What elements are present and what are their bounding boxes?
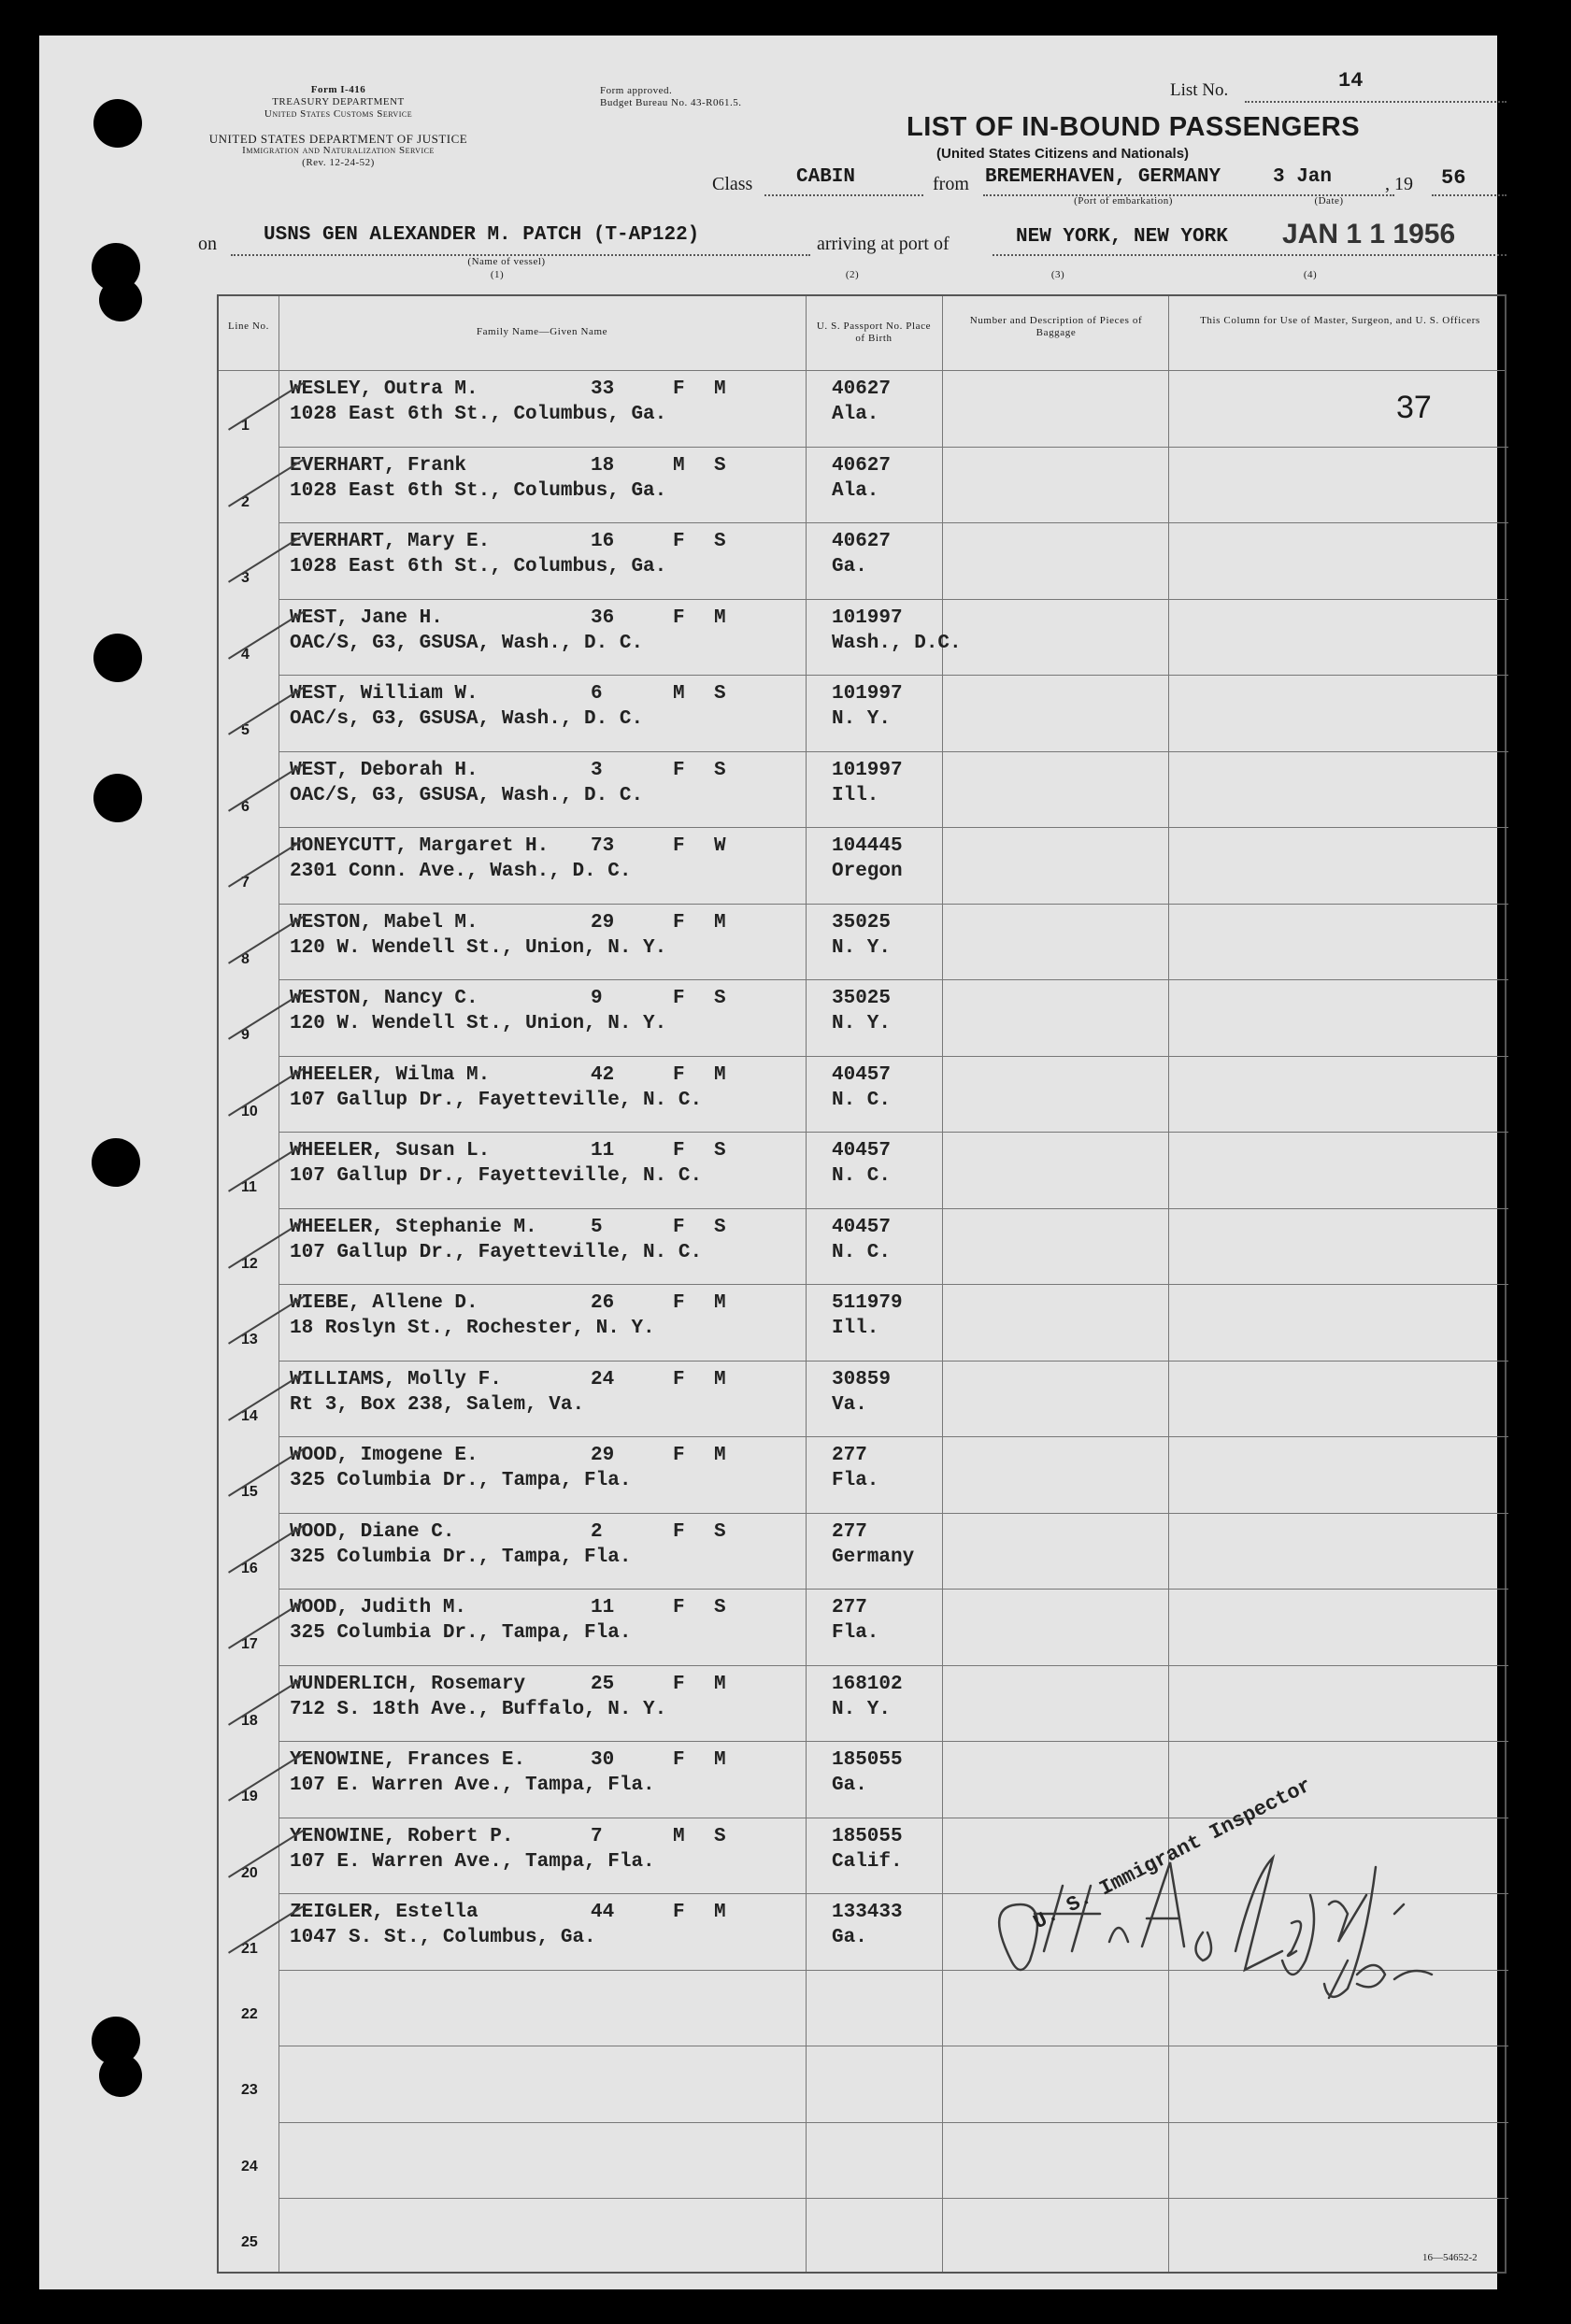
passenger-sex: F xyxy=(673,531,685,552)
column-ref-4: (4) xyxy=(1303,269,1318,280)
from-label: from xyxy=(933,174,969,194)
passport-number: 101997 xyxy=(832,606,903,629)
arrival-port: NEW YORK, NEW YORK xyxy=(1016,226,1228,248)
passenger-address: 1028 East 6th St., Columbus, Ga. xyxy=(290,404,667,425)
port-caption: (Port of embarkation) xyxy=(1074,195,1173,207)
place-of-birth: Ga. xyxy=(832,1775,867,1796)
passport-number: 40457 xyxy=(832,1140,892,1162)
passenger-address: 107 Gallup Dr., Fayetteville, N. C. xyxy=(290,1165,703,1187)
passenger-sex: F xyxy=(673,988,685,1009)
passenger-name: WHEELER, Wilma M. xyxy=(290,1063,491,1086)
officer-count: 37 xyxy=(1396,390,1432,425)
document-page xyxy=(39,36,1497,2289)
customs-service: United States Customs Service xyxy=(264,108,413,120)
passenger-age: 11 xyxy=(591,1140,615,1162)
table-row xyxy=(219,523,1508,599)
table-row xyxy=(219,600,1508,676)
place-of-birth: N. Y. xyxy=(832,936,892,959)
line-number: 6 xyxy=(241,798,250,815)
passenger-address: 107 E. Warren Ave., Tampa, Fla. xyxy=(290,1775,655,1796)
passenger-age: 29 xyxy=(591,911,615,934)
passport-number: 40627 xyxy=(832,531,892,552)
table-row xyxy=(219,676,1508,751)
passenger-sex: M xyxy=(673,454,685,477)
place-of-birth: N. Y. xyxy=(832,1698,892,1720)
passport-number: 168102 xyxy=(832,1673,903,1695)
passenger-age: 25 xyxy=(591,1673,615,1695)
passport-number: 277 xyxy=(832,1445,867,1466)
footer-code: 16—54652-2 xyxy=(1422,2252,1478,2263)
passenger-name: WEST, Jane H. xyxy=(290,606,443,629)
passport-number: 104445 xyxy=(832,835,903,857)
passenger-sex: F xyxy=(673,911,685,934)
marital-status: M xyxy=(714,911,726,934)
passport-number: 277 xyxy=(832,1597,867,1618)
passenger-address: OAC/S, G3, GSUSA, Wash., D. C. xyxy=(290,784,644,806)
place-of-birth: Fla. xyxy=(832,1470,879,1491)
class-value: CABIN xyxy=(796,166,856,188)
marital-status: M xyxy=(714,1292,726,1314)
binder-hole xyxy=(99,2054,142,2097)
marital-status: M xyxy=(714,1673,726,1695)
place-of-birth: N. C. xyxy=(832,1241,892,1263)
passenger-sex: F xyxy=(673,1216,685,1238)
passport-number: 40457 xyxy=(832,1063,892,1086)
line-number: 5 xyxy=(241,722,250,738)
passport-number: 30859 xyxy=(832,1368,892,1390)
table-row xyxy=(219,1437,1508,1513)
place-of-birth: N. C. xyxy=(832,1089,892,1111)
line-number: 9 xyxy=(241,1027,250,1043)
passenger-sex: F xyxy=(673,1520,685,1543)
list-number: 14 xyxy=(1338,69,1364,93)
line-number: 18 xyxy=(241,1712,258,1729)
marital-status: S xyxy=(714,1520,726,1543)
passenger-age: 6 xyxy=(591,683,603,705)
passenger-name: WESTON, Mabel M. xyxy=(290,911,478,934)
passport-number: 40627 xyxy=(832,378,892,400)
passenger-age: 42 xyxy=(591,1063,615,1086)
header-line-no: Line No. xyxy=(228,321,269,332)
marital-status: W xyxy=(714,835,726,857)
revision: (Rev. 12-24-52) xyxy=(302,157,375,168)
table-row xyxy=(219,1666,1508,1742)
passport-number: 40627 xyxy=(832,454,892,477)
vessel-caption: (Name of vessel) xyxy=(467,256,546,267)
passenger-age: 2 xyxy=(591,1520,603,1543)
passenger-sex: F xyxy=(673,378,685,400)
line-number: 23 xyxy=(241,2082,258,2098)
ins-service: Immigration and Naturalization Service xyxy=(242,145,435,156)
passenger-sex: F xyxy=(673,1063,685,1086)
line-number: 11 xyxy=(241,1179,257,1195)
inspector-stamp: U. S. Immigrant Inspector xyxy=(1030,1774,1316,1935)
embarkation-year: 56 xyxy=(1441,166,1466,190)
year-prefix: , 19 xyxy=(1385,174,1413,194)
marital-status: S xyxy=(714,1597,726,1618)
passenger-address: 18 Roslyn St., Rochester, N. Y. xyxy=(290,1318,655,1339)
line-number: 21 xyxy=(241,1941,258,1957)
line-number: 12 xyxy=(241,1255,258,1272)
marital-status: S xyxy=(714,683,726,705)
passenger-age: 73 xyxy=(591,835,615,857)
binder-hole xyxy=(93,99,142,148)
passport-number: 185055 xyxy=(832,1825,903,1847)
marital-status: M xyxy=(714,1749,726,1771)
vessel-name: USNS GEN ALEXANDER M. PATCH (T-AP122) xyxy=(264,224,700,246)
line-number: 2 xyxy=(241,493,250,510)
place-of-birth: Germany xyxy=(832,1546,915,1568)
passenger-age: 26 xyxy=(591,1292,615,1314)
place-of-birth: Oregon xyxy=(832,861,903,882)
place-of-birth: Ga. xyxy=(832,1927,867,1948)
table-row xyxy=(219,1362,1508,1437)
marital-status: M xyxy=(714,378,726,400)
passenger-sex: F xyxy=(673,1292,685,1314)
passenger-address: 120 W. Wendell St., Union, N. Y. xyxy=(290,1013,667,1034)
marital-status: M xyxy=(714,1368,726,1390)
table-row xyxy=(219,1590,1508,1665)
passenger-name: WOOD, Diane C. xyxy=(290,1520,455,1543)
marital-status: S xyxy=(714,531,726,552)
place-of-birth: Va. xyxy=(832,1393,867,1416)
passenger-address: 107 Gallup Dr., Fayetteville, N. C. xyxy=(290,1089,703,1111)
column-ref-3: (3) xyxy=(1050,269,1065,280)
passenger-sex: F xyxy=(673,835,685,857)
line-number: 22 xyxy=(241,2005,258,2022)
inspector-signature xyxy=(955,1811,1478,2073)
passenger-name: EVERHART, Mary E. xyxy=(290,531,491,552)
form-approved: Form approved. xyxy=(600,85,673,96)
passenger-address: 325 Columbia Dr., Tampa, Fla. xyxy=(290,1622,632,1644)
line-number: 25 xyxy=(241,2234,258,2250)
passenger-address: 1047 S. St., Columbus, Ga. xyxy=(290,1927,596,1948)
passenger-address: 1028 East 6th St., Columbus, Ga. xyxy=(290,479,667,502)
place-of-birth: Fla. xyxy=(832,1622,879,1644)
passenger-age: 3 xyxy=(591,759,603,781)
passenger-age: 18 xyxy=(591,454,615,477)
line-number: 4 xyxy=(241,646,250,663)
table-row xyxy=(219,1209,1508,1285)
passenger-address: 325 Columbia Dr., Tampa, Fla. xyxy=(290,1470,632,1491)
header-name: Family Name—Given Name xyxy=(476,326,608,337)
place-of-birth: Ill. xyxy=(832,1318,879,1339)
table-row xyxy=(219,752,1508,828)
passenger-age: 9 xyxy=(591,988,603,1009)
page-title: LIST OF IN-BOUND PASSENGERS xyxy=(907,112,1361,142)
passenger-age: 36 xyxy=(591,606,615,629)
line-number: 14 xyxy=(241,1407,258,1424)
place-of-birth: N. Y. xyxy=(832,708,892,730)
passenger-address: 120 W. Wendell St., Union, N. Y. xyxy=(290,936,667,959)
class-label: Class xyxy=(712,174,753,194)
marital-status: M xyxy=(714,1445,726,1466)
passenger-name: WEST, William W. xyxy=(290,683,478,705)
marital-status: S xyxy=(714,1216,726,1238)
passenger-name: WESLEY, Outra M. xyxy=(290,378,478,400)
passport-number: 35025 xyxy=(832,988,892,1009)
marital-status: M xyxy=(714,606,726,629)
binder-hole xyxy=(92,1138,140,1187)
line-number: 15 xyxy=(241,1484,258,1500)
list-no-label: List No. xyxy=(1170,80,1229,100)
table-row xyxy=(219,1057,1508,1133)
place-of-birth: Ala. xyxy=(832,404,879,425)
passenger-name: ZEIGLER, Estella xyxy=(290,1902,478,1923)
line-number: 1 xyxy=(241,418,250,434)
treasury-dept: TREASURY DEPARTMENT xyxy=(272,96,405,107)
marital-status: S xyxy=(714,988,726,1009)
table-row xyxy=(219,448,1508,523)
passenger-name: WIEBE, Allene D. xyxy=(290,1292,478,1314)
page-subtitle: (United States Citizens and Nationals) xyxy=(936,146,1190,162)
table-row xyxy=(219,2199,1508,2274)
passenger-address: 2301 Conn. Ave., Wash., D. C. xyxy=(290,861,632,882)
passenger-sex: F xyxy=(673,1902,685,1923)
on-label: on xyxy=(198,234,217,254)
passenger-address: OAC/s, G3, GSUSA, Wash., D. C. xyxy=(290,708,644,730)
marital-status: M xyxy=(714,1063,726,1086)
line-number: 24 xyxy=(241,2158,258,2174)
passenger-age: 44 xyxy=(591,1902,615,1923)
passenger-age: 11 xyxy=(591,1597,615,1618)
place-of-birth: N. Y. xyxy=(832,1013,892,1034)
line-number: 19 xyxy=(241,1789,258,1804)
header-baggage: Number and Description of Pieces of Baggage xyxy=(969,315,1143,338)
line-number: 10 xyxy=(241,1103,258,1119)
passenger-address: 712 S. 18th Ave., Buffalo, N. Y. xyxy=(290,1698,667,1720)
marital-status: S xyxy=(714,1140,726,1162)
table-row xyxy=(219,2123,1508,2199)
passenger-name: YENOWINE, Robert P. xyxy=(290,1825,514,1847)
passport-number: 511979 xyxy=(832,1292,903,1314)
header-officers: This Column for Use of Master, Surgeon, and U. S. Officers xyxy=(1200,315,1480,326)
passenger-name: EVERHART, Frank xyxy=(290,454,467,477)
place-of-birth: Ill. xyxy=(832,784,879,806)
passenger-address: 325 Columbia Dr., Tampa, Fla. xyxy=(290,1546,632,1568)
place-of-birth: Ga. xyxy=(832,556,867,577)
passenger-name: WHEELER, Stephanie M. xyxy=(290,1216,537,1238)
passenger-age: 7 xyxy=(591,1825,603,1847)
line-number: 3 xyxy=(241,570,250,586)
marital-status: S xyxy=(714,1825,726,1847)
passenger-address: OAC/S, G3, GSUSA, Wash., D. C. xyxy=(290,632,644,654)
passenger-age: 5 xyxy=(591,1216,603,1238)
table-row xyxy=(219,980,1508,1056)
marital-status: M xyxy=(714,1902,726,1923)
passport-number: 133433 xyxy=(832,1902,903,1923)
column-ref-2: (2) xyxy=(845,269,860,280)
arrival-date-stamp: JAN 1 1 1956 xyxy=(1282,219,1456,250)
table-row xyxy=(219,1285,1508,1361)
passenger-address: 1028 East 6th St., Columbus, Ga. xyxy=(290,556,667,577)
line-number: 7 xyxy=(241,875,250,891)
binder-hole xyxy=(93,774,142,822)
passenger-age: 33 xyxy=(591,378,615,400)
passenger-name: WEST, Deborah H. xyxy=(290,759,478,781)
table-row xyxy=(219,1133,1508,1208)
passport-number: 35025 xyxy=(832,911,892,934)
passport-number: 40457 xyxy=(832,1216,892,1238)
passport-number: 101997 xyxy=(832,683,903,705)
embarkation-port: BREMERHAVEN, GERMANY xyxy=(985,166,1221,188)
passenger-name: WOOD, Judith M. xyxy=(290,1597,467,1618)
table-row xyxy=(219,828,1508,904)
passenger-age: 30 xyxy=(591,1749,615,1771)
marital-status: S xyxy=(714,454,726,477)
passenger-name: WOOD, Imogene E. xyxy=(290,1445,478,1466)
column-ref-1: (1) xyxy=(490,269,505,280)
header-passport: U. S. Passport No. Place of Birth xyxy=(816,321,932,344)
passenger-sex: F xyxy=(673,606,685,629)
line-number: 17 xyxy=(241,1636,258,1652)
passenger-sex: F xyxy=(673,1673,685,1695)
place-of-birth: Calif. xyxy=(832,1850,903,1873)
passenger-address: Rt 3, Box 238, Salem, Va. xyxy=(290,1393,585,1416)
passenger-sex: F xyxy=(673,1445,685,1466)
place-of-birth: Wash., D.C. xyxy=(832,632,962,654)
passenger-address: 107 E. Warren Ave., Tampa, Fla. xyxy=(290,1850,655,1873)
passenger-age: 16 xyxy=(591,531,615,552)
passport-number: 277 xyxy=(832,1520,867,1543)
passport-number: 101997 xyxy=(832,759,903,781)
budget-bureau: Budget Bureau No. 43-R061.5. xyxy=(600,97,742,108)
passenger-sex: M xyxy=(673,683,685,705)
line-number: 20 xyxy=(241,1864,258,1881)
date-caption: (Date) xyxy=(1314,195,1344,207)
passenger-age: 24 xyxy=(591,1368,615,1390)
passenger-age: 29 xyxy=(591,1445,615,1466)
form-number: Form I-416 xyxy=(310,84,366,95)
passenger-name: WILLIAMS, Molly F. xyxy=(290,1368,502,1390)
passenger-name: YENOWINE, Frances E. xyxy=(290,1749,526,1771)
passenger-sex: F xyxy=(673,1368,685,1390)
passenger-sex: M xyxy=(673,1825,685,1847)
embarkation-date: 3 Jan xyxy=(1273,166,1333,188)
passenger-address: 107 Gallup Dr., Fayetteville, N. C. xyxy=(290,1241,703,1263)
passenger-name: WESTON, Nancy C. xyxy=(290,988,478,1009)
line-number: 16 xyxy=(241,1560,258,1576)
passenger-name: WUNDERLICH, Rosemary xyxy=(290,1673,526,1695)
line-number: 8 xyxy=(241,950,250,967)
passenger-sex: F xyxy=(673,1140,685,1162)
passenger-sex: F xyxy=(673,1597,685,1618)
table-row xyxy=(219,371,1508,447)
place-of-birth: Ala. xyxy=(832,479,879,502)
table-row xyxy=(219,1742,1508,1818)
binder-hole xyxy=(99,278,142,321)
passenger-name: HONEYCUTT, Margaret H. xyxy=(290,835,550,857)
line-number: 13 xyxy=(241,1332,258,1347)
justice-dept: UNITED STATES DEPARTMENT OF JUSTICE xyxy=(208,132,468,146)
passenger-sex: F xyxy=(673,1749,685,1771)
passport-number: 185055 xyxy=(832,1749,903,1771)
table-row xyxy=(219,1514,1508,1590)
arriving-label: arriving at port of xyxy=(817,234,950,254)
place-of-birth: N. C. xyxy=(832,1165,892,1187)
passenger-sex: F xyxy=(673,759,685,781)
binder-hole xyxy=(93,634,142,682)
passenger-name: WHEELER, Susan L. xyxy=(290,1140,491,1162)
marital-status: S xyxy=(714,759,726,781)
table-row xyxy=(219,905,1508,980)
